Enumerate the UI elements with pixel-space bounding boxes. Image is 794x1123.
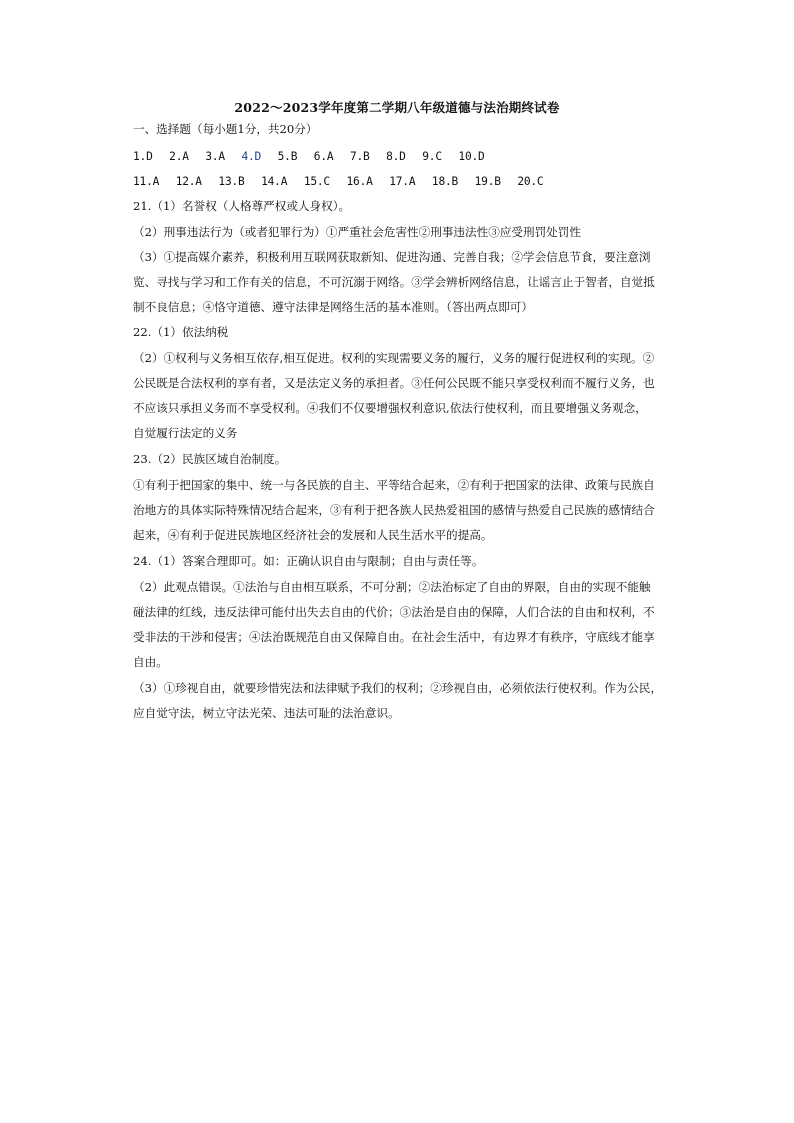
answer-line: 自由。 — [133, 655, 168, 669]
mcq-answer: 11.A — [133, 175, 160, 188]
answer-line: 22.（1）依法纳税 — [133, 325, 229, 339]
answer-line: 自觉履行法定的义务 — [133, 426, 238, 440]
page-title: 2022～2023学年度第二学期八年级道德与法治期终试卷 — [234, 100, 560, 115]
answer-line: 公民既是合法权利的享有者，又是法定义务的承担者。③任何公民既不能只享受权利而不履行义务，也 — [133, 376, 655, 390]
answer-line: （3）①珍视自由，就要珍惜宪法和法律赋予我们的权利；②珍视自由，必须依法行使权利。作为公民， — [133, 681, 663, 695]
answer-line: 碰法律的红线，违反法律可能付出失去自由的代价；③法治是自由的保障，人们合法的自由和权利，不 — [133, 605, 655, 619]
answer-line: 23.（2）民族区域自治制度。 — [133, 452, 287, 466]
answer-line: 不应该只承担义务而不享受权利。④我们不仅要增强权利意识,依法行使权利，而且要增强义务观念， — [133, 401, 647, 415]
mcq-answers-row-1 — [133, 150, 495, 163]
answer-line: 应自觉守法，树立守法光荣、违法可耻的法治意识。 — [133, 706, 400, 720]
answer-line: （3）①提高媒介素养，积极利用互联网获取新知、促进沟通、完善自我；②学会信息节食，要注意浏 — [133, 250, 651, 264]
mcq-answers-row-2 — [133, 175, 553, 188]
mcq-answer: 10.D — [458, 150, 485, 163]
mcq-answer: 5.B — [277, 150, 298, 163]
answer-line: 21.（1）名誉权（人格尊严权或人身权）。 — [133, 199, 351, 213]
mcq-answer: 9.C — [422, 150, 442, 163]
mcq-answer: 6.A — [313, 150, 334, 163]
mcq-answer: 8.D — [386, 150, 406, 163]
mcq-answer: 3.A — [205, 150, 225, 163]
answer-line: （2）①权利与义务相互依存,相互促进。权利的实现需要义务的履行，义务的履行促进权利的实现。② — [133, 351, 655, 365]
answer-line: （2）刑事违法行为（或者犯罪行为）①严重社会危害性②刑事违法性③应受刑罚处罚性 — [133, 225, 581, 239]
mcq-answer: 18.B — [431, 175, 459, 188]
section-heading: 一、选择题（每小题1分，共20分） — [133, 122, 318, 136]
mcq-answer: 17.A — [389, 175, 416, 188]
answer-line: 起来，④有利于促进民族地区经济社会的发展和人民生活水平的提高。 — [133, 528, 493, 542]
mcq-answer: 14.A — [261, 175, 288, 188]
mcq-answer: 16.A — [346, 175, 373, 188]
mcq-answer: 4.D — [241, 150, 262, 163]
answer-line: ①有利于把国家的集中、统一与各民族的自主、平等结合起来，②有利于把国家的法律、政策与民族自 — [133, 478, 655, 492]
answer-line: 览、寻找与学习和工作有关的信息，不可沉溺于网络。③学会辨析网络信息，让谣言止于智者，自觉抵 — [133, 275, 655, 289]
answer-line: 24.（1）答案合理即可。如：正确认识自由与限制；自由与责任等。 — [133, 554, 484, 568]
mcq-answer: 19.B — [474, 175, 501, 188]
answer-line: （2）此观点错误。①法治与自由相互联系，不可分割；②法治标定了自由的界限，自由的实现不能触 — [133, 580, 651, 594]
answer-line: 受非法的干涉和侵害；④法治既规范自由又保障自由。在社会生活中，有边界才有秩序，守底线才能享 — [133, 630, 655, 644]
mcq-answer: 12.A — [175, 175, 202, 188]
answer-line: 制不良信息；④恪守道德、遵守法律是网络生活的基本准则。（答出两点即可） — [133, 300, 533, 314]
mcq-answer: 1.D — [133, 150, 153, 163]
mcq-answer: 15.C — [303, 175, 330, 188]
mcq-answer: 7.B — [349, 150, 370, 163]
mcq-answer: 13.B — [218, 175, 245, 188]
mcq-answer: 20.C — [517, 175, 544, 188]
answer-line: 治地方的具体实际特殊情况结合起来，③有利于把各族人民热爱祖国的感情与热爱自己民族的感情结合 — [133, 503, 655, 517]
mcq-answer: 2.A — [169, 150, 189, 163]
